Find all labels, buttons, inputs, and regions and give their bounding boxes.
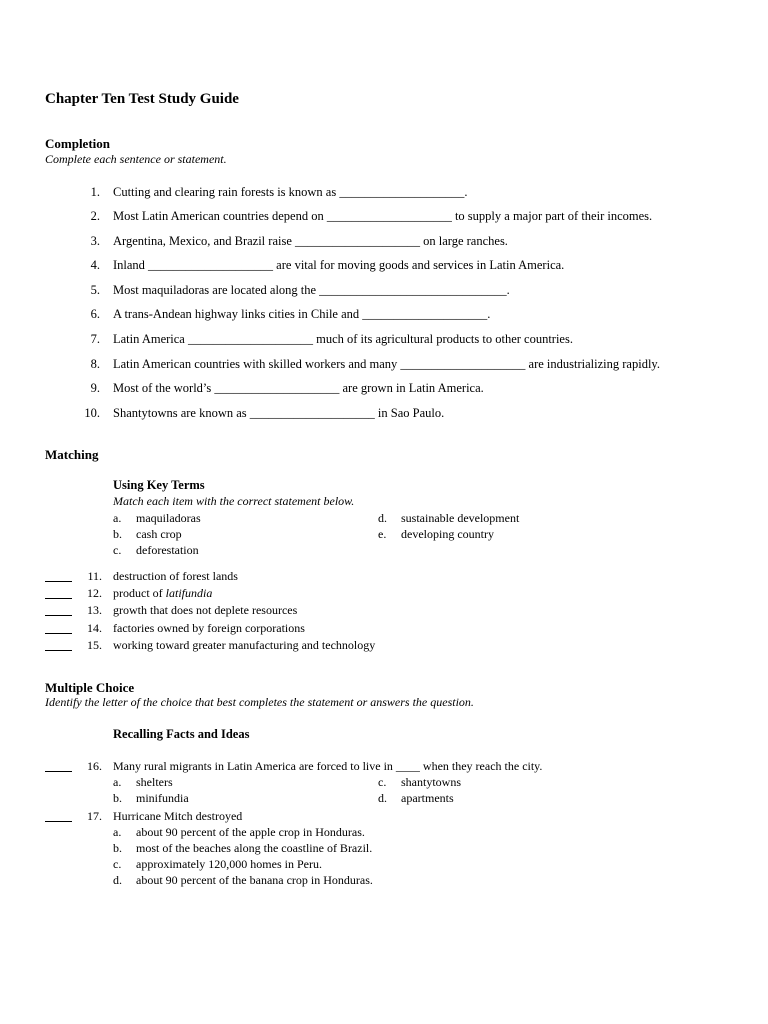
- option-text: about 90 percent of the banana crop in Honduras.: [136, 873, 373, 887]
- option-letter: b.: [113, 527, 122, 541]
- answer-blank[interactable]: [45, 581, 72, 582]
- item-text: growth that does not deplete resources: [113, 603, 298, 617]
- item-text: [113, 586, 212, 601]
- matching-subheading: Using Key Terms: [113, 478, 205, 492]
- option-letter: d.: [378, 791, 387, 805]
- completion-item: [0, 184, 768, 200]
- item-text: Most Latin American countries depend on ____________________ to supply a major part of their incomes.: [113, 209, 653, 223]
- option-text: shelters: [136, 775, 173, 789]
- item-number: 15.: [87, 638, 102, 652]
- option-letter: b.: [113, 841, 122, 855]
- multiple-choice-instructions: Identify the letter of the choice that best completes the statement or answers the question.: [45, 695, 474, 709]
- answer-blank[interactable]: [45, 633, 72, 634]
- question-16: [0, 759, 768, 774]
- item-text-plain: product of: [113, 586, 166, 600]
- item-text: Latin America ____________________ much of its agricultural products to other countries.: [113, 332, 573, 346]
- option-text: developing country: [401, 527, 494, 541]
- matching-heading: Matching: [45, 447, 99, 462]
- completion-item: [0, 282, 768, 298]
- option-text: shantytowns: [401, 775, 461, 789]
- matching-item: [0, 586, 768, 601]
- answer-blank[interactable]: [45, 598, 72, 599]
- item-number: 12.: [87, 586, 102, 600]
- option-text: approximately 120,000 homes in Peru.: [136, 857, 322, 871]
- item-text: Most maquiladoras are located along the ______________________________.: [113, 283, 510, 297]
- item-text: Most of the world’s ____________________ are grown in Latin America.: [113, 381, 484, 395]
- matching-item: [0, 603, 768, 618]
- completion-item: [0, 405, 768, 421]
- item-text-italic: latifundia: [165, 586, 213, 600]
- item-text: Latin American countries with skilled workers and many ____________________ are industrializing rapidly.: [113, 357, 660, 371]
- completion-item: [0, 356, 768, 372]
- matching-instructions: Match each item with the correct statement below.: [113, 494, 355, 508]
- option-text: maquiladoras: [136, 511, 201, 525]
- completion-item: [0, 306, 768, 322]
- option-text: most of the beaches along the coastline of Brazil.: [136, 841, 373, 855]
- matching-item: [0, 638, 768, 653]
- item-number: 10.: [84, 406, 100, 420]
- item-number: 11.: [87, 569, 102, 583]
- completion-item: [0, 380, 768, 396]
- item-number: 8.: [90, 357, 100, 371]
- option-text: apartments: [401, 791, 454, 805]
- completion-heading: Completion: [45, 136, 110, 151]
- question-17: [0, 809, 768, 824]
- item-number: 13.: [87, 603, 102, 617]
- item-number: 14.: [87, 621, 102, 635]
- answer-blank[interactable]: [45, 821, 72, 822]
- page-title: Chapter Ten Test Study Guide: [45, 91, 239, 107]
- completion-item: [0, 257, 768, 273]
- question-text: Many rural migrants in Latin America are forced to live in ____ when they reach the city.: [113, 759, 543, 773]
- question-number: 17.: [87, 809, 102, 823]
- option-letter: e.: [378, 527, 387, 541]
- item-text: Inland ____________________ are vital for moving goods and services in Latin America.: [113, 258, 565, 272]
- item-text: Argentina, Mexico, and Brazil raise ____________________ on large ranches.: [113, 234, 508, 248]
- option-letter: a.: [113, 775, 122, 789]
- item-text: working toward greater manufacturing and technology: [113, 638, 376, 652]
- answer-blank[interactable]: [45, 615, 72, 616]
- option-letter: d.: [113, 873, 122, 887]
- item-number: 6.: [90, 307, 100, 321]
- option-letter: c.: [378, 775, 387, 789]
- item-number: 7.: [90, 332, 100, 346]
- answer-blank[interactable]: [45, 650, 72, 651]
- completion-item: [0, 331, 768, 347]
- item-text: destruction of forest lands: [113, 569, 238, 583]
- option-letter: c.: [113, 857, 122, 871]
- option-letter: a.: [113, 825, 122, 839]
- option-letter: d.: [378, 511, 387, 525]
- completion-instructions: Complete each sentence or statement.: [45, 152, 227, 166]
- option-text: deforestation: [136, 543, 199, 557]
- item-number: 4.: [90, 258, 100, 272]
- option-text: sustainable development: [401, 511, 520, 525]
- option-letter: a.: [113, 511, 122, 525]
- question-text: Hurricane Mitch destroyed: [113, 809, 243, 823]
- item-number: 9.: [90, 381, 100, 395]
- completion-item: [0, 208, 768, 224]
- option-letter: b.: [113, 791, 122, 805]
- answer-blank[interactable]: [45, 771, 72, 772]
- item-text: A trans-Andean highway links cities in Chile and ____________________.: [113, 307, 491, 321]
- item-text: Shantytowns are known as ____________________ in Sao Paulo.: [113, 406, 445, 420]
- item-number: 2.: [90, 209, 100, 223]
- item-number: 5.: [90, 283, 100, 297]
- item-number: 3.: [90, 234, 100, 248]
- question-number: 16.: [87, 759, 102, 773]
- item-text: factories owned by foreign corporations: [113, 621, 305, 635]
- option-text: about 90 percent of the apple crop in Honduras.: [136, 825, 365, 839]
- option-text: minifundia: [136, 791, 189, 805]
- item-number: 1.: [90, 185, 100, 199]
- item-text: Cutting and clearing rain forests is known as ____________________.: [113, 185, 468, 199]
- completion-item: [0, 233, 768, 249]
- option-text: cash crop: [136, 527, 182, 541]
- matching-item: [0, 621, 768, 636]
- multiple-choice-heading: Multiple Choice: [45, 680, 135, 695]
- multiple-choice-subheading: Recalling Facts and Ideas: [113, 727, 250, 741]
- matching-item: [0, 569, 768, 584]
- option-letter: c.: [113, 543, 122, 557]
